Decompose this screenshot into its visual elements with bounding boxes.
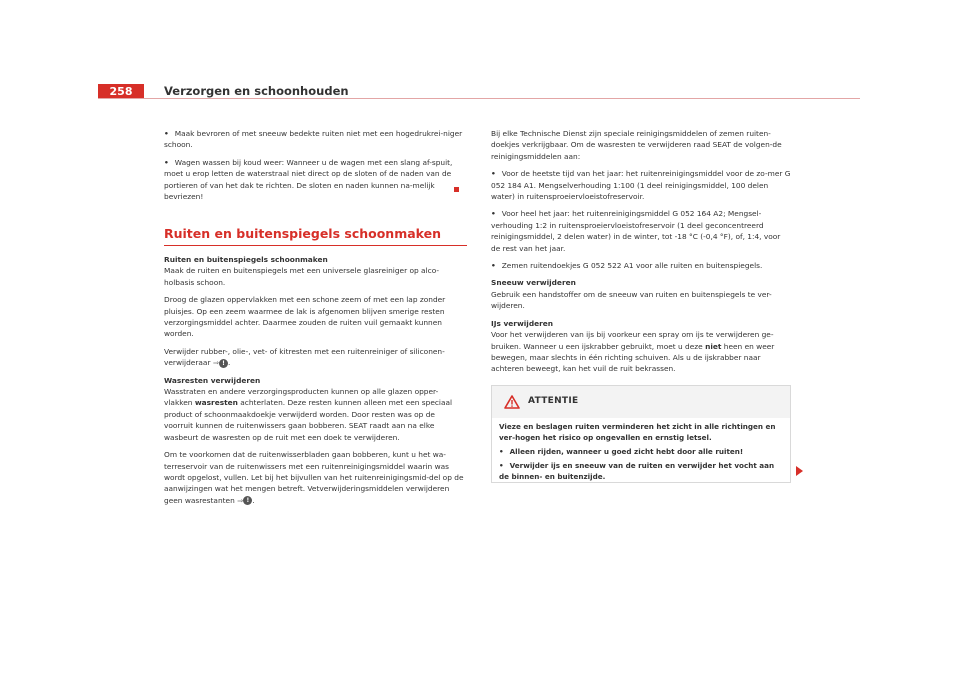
paragraph-text: heen en weer bewegen, maar slechts in één richting schuiven. Als u de ijskrabber naar achteren beweegt, kan het vuil de ruit bekrassen. <box>491 341 775 374</box>
bullet-text: Zemen ruitendoekjes G 052 522 A1 voor alle ruiten en buitenspiegels. <box>501 261 763 271</box>
bullet-icon: • <box>164 157 169 167</box>
bullet-text: Voor de heetste tijd van het jaar: het ruitenreinigingsmiddel voor de zo-mer G 052 184 A1. Mengselverhouding 1:100 (1 deel reinigingsmiddel, 100 delen water) in ruitensproeiervloeistofreservoir. <box>491 169 791 202</box>
section-title: Ruiten en buitenspiegels schoonmaken <box>164 226 442 241</box>
paragraph-text: Voor het verwijderen van ijs bij voorkeur een spray om ijs te verwijderen ge-bruiken. Wanneer u een ijskrabber gebruikt, moet u deze <box>491 330 774 351</box>
right-column <box>491 128 791 381</box>
bullet-icon: • <box>164 129 169 138</box>
section-rule <box>164 245 467 246</box>
list-item <box>499 460 783 482</box>
warning-ref-icon[interactable]: ! <box>219 359 228 368</box>
end-marker-icon <box>454 187 459 192</box>
left-section-body <box>164 254 464 512</box>
subheading: IJs verwijderen <box>491 318 554 328</box>
header-rule <box>98 98 860 99</box>
paragraph-text: Verwijder rubber-, olie-, vet- of kitresten met een ruitenreiniger of siliconen-verwijderaar <box>164 346 445 368</box>
subheading: Sneeuw verwijderen <box>491 278 576 288</box>
paragraph: Gebruik een handstoffer om de sneeuw van ruiten en buitenspiegels te ver-wijderen. <box>491 289 772 311</box>
paragraph: Verwijder rubber-, olie-, vet- of kitresten met een ruitenreiniger of siliconen-verwijderaar ⇒ ! . <box>164 346 445 368</box>
subheading: Wasresten verwijderen <box>164 375 261 385</box>
paragraph <box>164 386 464 443</box>
paragraph: Droog de glazen oppervlakken met een schone zeem of met een lap zonder pluisjes. Op een zeem waarmee de lak is afgenomen blijven smerige resten verzorgingsmiddel achter. Daarmee zouden de ruiten vuil gemaakt kunnen worden. <box>164 295 446 339</box>
paragraph: Maak de ruiten en buitenspiegels met een universele glasreiniger op alco-holbasis schoon. <box>164 266 440 287</box>
bullet-text: Maak bevroren of met sneeuw bedekte ruiten niet met een hogedrukrei-niger schoon. <box>164 129 463 150</box>
warning-triangle-icon <box>504 395 520 409</box>
bullet-text: Voor heel het jaar: het ruitenreinigingsmiddel G 052 164 A2; Mengsel-verhouding 1:2 in ruitensproeiervloeistofreservoir (1 deel geconcentreerd reinigingsmiddel, 2 delen water) in de winter, tot -18 °C (-0,4 °F), of, 1:4, voor de rest van het jaar. <box>491 209 781 253</box>
paragraph-text: Om te voorkomen dat de ruitenwisserbladen gaan bobberen, kunt u het wa-terreservoir van de ruitenwissers met een ruitenreinigingsmiddel waarin was wordt opgelost, vullen. Let bij het bijvullen van het ruitenreinigingsmid-del op de aanwijzingen wat het mengen betreft. Vetverwijderingsmiddelen verwijderen geen wasrestanten <box>164 450 464 505</box>
list-item <box>491 260 791 271</box>
warning-header <box>492 386 790 418</box>
bullet-icon: • <box>491 209 496 219</box>
list-item <box>164 157 464 203</box>
warning-title: ATTENTIE <box>528 396 579 406</box>
next-page-arrow-icon[interactable] <box>796 466 803 476</box>
warning-ref-icon[interactable]: ! <box>243 496 252 505</box>
arrow-icon: ⇒ <box>237 495 244 505</box>
arrow-icon: ⇒ <box>212 358 220 368</box>
bullet-text: Verwijder ijs en sneeuw van de ruiten en verwijder het vocht aan de binnen- en buitenzijde. <box>499 461 775 481</box>
bullet-icon: • <box>491 169 496 179</box>
chapter-title: Verzorgen en schoonhouden <box>164 84 349 98</box>
bullet-icon: • <box>499 447 504 456</box>
emphasis-text: wasresten <box>194 398 238 408</box>
paragraph: Bij elke Technische Dienst zijn speciale reinigingsmiddelen of zemen ruiten-doekjes verkrijgbaar. Om de wasresten te verwijderen raad SEAT de volgen-de reinigingsmiddelen aan: <box>491 129 782 161</box>
paragraph-text: Wasstraten en andere verzorgingsproducten kunnen op alle glazen opper-vlakken <box>164 387 439 408</box>
warning-paragraph: Vieze en beslagen ruiten verminderen het zicht in alle richtingen en ver-hogen het risico op ongevallen en ernstig letsel. <box>499 422 776 442</box>
bullet-icon: • <box>491 261 496 271</box>
paragraph: Om te voorkomen dat de ruitenwisserbladen gaan bobberen, kunt u het wa-terreservoir van de ruitenwissers met een ruitenreinigingsmiddel waarin was wordt opgelost, vullen. Let bij het bijvullen van het ruitenreinigingsmid-del op de aanwijzingen wat het mengen betreft. Vetverwijderingsmiddelen verwijderen geen wasrestanten ⇒ ! . <box>164 450 464 505</box>
list-item <box>499 446 783 457</box>
emphasis-text: niet <box>705 341 722 351</box>
paragraph-text: achterlaten. Deze resten kunnen alleen met een speciaal product of schoonmaakdoekje verwijderd worden. Door resten was op de voorruit kunnen de ruitenwissers gaan bobberen. SEAT raadt aan na elke wasbeurt de wasresten op de ruit met een doek te verwijderen. <box>164 398 453 442</box>
left-column <box>164 128 464 208</box>
list-item <box>491 208 791 254</box>
warning-body <box>492 418 790 488</box>
bullet-text: Alleen rijden, wanneer u goed zicht hebt door alle ruiten! <box>509 447 744 456</box>
paragraph <box>491 329 791 375</box>
subheading: Ruiten en buitenspiegels schoonmaken <box>164 255 328 264</box>
warning-box <box>491 385 791 483</box>
page-number: 258 <box>98 84 144 99</box>
list-item <box>491 168 791 202</box>
bullet-text: Wagen wassen bij koud weer: Wanneer u de wagen met een slang af-spuit, moet u erop letten de waterstraal niet direct op de sloten of de naden van de portieren of van het dak te richten. De sloten en naden kunnen na-melijk bevriezen! <box>164 157 453 202</box>
list-item <box>164 128 464 151</box>
bullet-icon: • <box>499 461 504 470</box>
